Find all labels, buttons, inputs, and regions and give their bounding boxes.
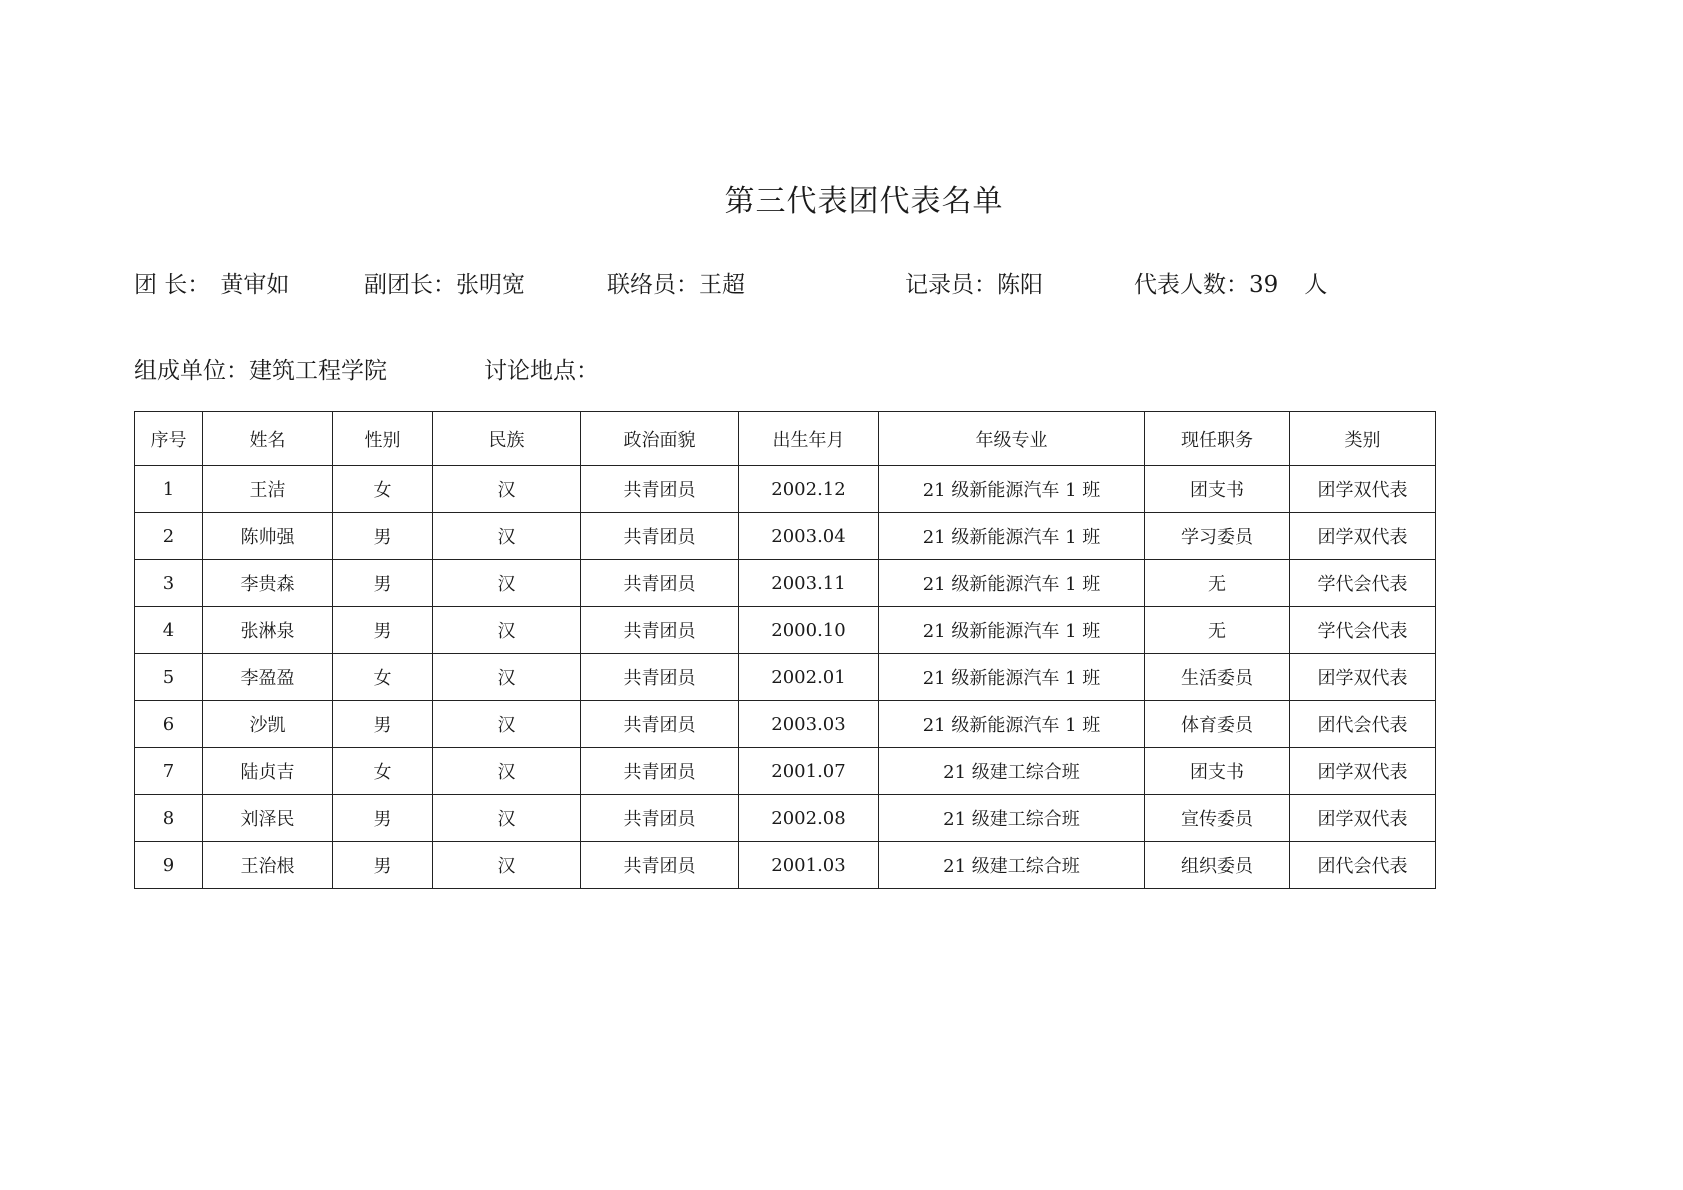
cell-ethnicity: 汉 [433, 842, 581, 889]
recorder-value: 陈阳 [997, 272, 1043, 298]
cell-class: 21 级新能源汽车 1 班 [879, 513, 1145, 560]
table-row [135, 795, 1436, 842]
cell-political-status: 共青团员 [581, 560, 739, 607]
cell-gender: 男 [333, 560, 433, 607]
col-header-political-status: 政治面貌 [581, 412, 739, 466]
cell-category: 团学双代表 [1290, 748, 1436, 795]
count-label: 代表人数： [1134, 272, 1249, 298]
place-label: 讨论地点： [484, 358, 599, 384]
table-header-row [135, 412, 1436, 466]
leader-label: 团 长： [134, 272, 211, 298]
cell-name: 李盈盈 [203, 654, 333, 701]
cell-gender: 男 [333, 842, 433, 889]
cell-political-status: 共青团员 [581, 842, 739, 889]
cell-position: 生活委员 [1145, 654, 1290, 701]
cell-class: 21 级新能源汽车 1 班 [879, 701, 1145, 748]
cell-position: 体育委员 [1145, 701, 1290, 748]
cell-position: 团支书 [1145, 748, 1290, 795]
cell-category: 学代会代表 [1290, 560, 1436, 607]
place-field [484, 352, 599, 385]
col-header-gender: 性别 [333, 412, 433, 466]
cell-birth-date: 2002.01 [739, 654, 879, 701]
cell-category: 学代会代表 [1290, 607, 1436, 654]
cell-name: 沙凯 [203, 701, 333, 748]
cell-index: 7 [135, 748, 203, 795]
count-field [1134, 266, 1327, 299]
cell-category: 团学双代表 [1290, 795, 1436, 842]
cell-ethnicity: 汉 [433, 701, 581, 748]
cell-position: 宣传委员 [1145, 795, 1290, 842]
cell-birth-date: 2002.12 [739, 466, 879, 513]
cell-political-status: 共青团员 [581, 795, 739, 842]
cell-political-status: 共青团员 [581, 701, 739, 748]
col-header-birth-date: 出生年月 [739, 412, 879, 466]
cell-index: 6 [135, 701, 203, 748]
cell-name: 陆贞吉 [203, 748, 333, 795]
count-unit: 人 [1304, 272, 1328, 298]
col-header-index: 序号 [135, 412, 203, 466]
cell-gender: 女 [333, 748, 433, 795]
cell-category: 团代会代表 [1290, 842, 1436, 889]
cell-birth-date: 2003.03 [739, 701, 879, 748]
cell-ethnicity: 汉 [433, 560, 581, 607]
cell-category: 团代会代表 [1290, 701, 1436, 748]
cell-class: 21 级新能源汽车 1 班 [879, 560, 1145, 607]
cell-index: 2 [135, 513, 203, 560]
cell-index: 3 [135, 560, 203, 607]
liaison-value: 王超 [699, 272, 745, 298]
col-header-position: 现任职务 [1145, 412, 1290, 466]
cell-birth-date: 2002.08 [739, 795, 879, 842]
cell-index: 8 [135, 795, 203, 842]
deputy-value: 张明宽 [456, 272, 525, 298]
table-row [135, 701, 1436, 748]
cell-name: 张淋泉 [203, 607, 333, 654]
recorder-label: 记录员： [905, 272, 997, 298]
cell-class: 21 级新能源汽车 1 班 [879, 607, 1145, 654]
cell-gender: 男 [333, 701, 433, 748]
table-row [135, 560, 1436, 607]
cell-position: 无 [1145, 560, 1290, 607]
unit-value: 建筑工程学院 [249, 358, 387, 384]
cell-class: 21 级新能源汽车 1 班 [879, 466, 1145, 513]
cell-class: 21 级建工综合班 [879, 842, 1145, 889]
cell-index: 5 [135, 654, 203, 701]
table-row [135, 466, 1436, 513]
count-value: 39 [1249, 272, 1279, 298]
cell-birth-date: 2001.03 [739, 842, 879, 889]
cell-index: 1 [135, 466, 203, 513]
cell-ethnicity: 汉 [433, 466, 581, 513]
cell-position: 无 [1145, 607, 1290, 654]
liaison-field [607, 266, 745, 299]
table-row [135, 607, 1436, 654]
cell-name: 李贵森 [203, 560, 333, 607]
cell-category: 团学双代表 [1290, 466, 1436, 513]
cell-category: 团学双代表 [1290, 654, 1436, 701]
cell-class: 21 级建工综合班 [879, 795, 1145, 842]
leader-field [134, 266, 289, 299]
deputy-field [364, 266, 525, 299]
cell-position: 团支书 [1145, 466, 1290, 513]
cell-class: 21 级建工综合班 [879, 748, 1145, 795]
cell-ethnicity: 汉 [433, 748, 581, 795]
table-row [135, 513, 1436, 560]
table-row [135, 748, 1436, 795]
deputy-label: 副团长： [364, 272, 456, 298]
cell-name: 陈帅强 [203, 513, 333, 560]
cell-gender: 女 [333, 654, 433, 701]
table-row [135, 842, 1436, 889]
cell-gender: 男 [333, 795, 433, 842]
cell-ethnicity: 汉 [433, 513, 581, 560]
cell-political-status: 共青团员 [581, 748, 739, 795]
cell-political-status: 共青团员 [581, 513, 739, 560]
cell-class: 21 级新能源汽车 1 班 [879, 654, 1145, 701]
cell-gender: 女 [333, 466, 433, 513]
roster-table [134, 411, 1436, 889]
cell-name: 王洁 [203, 466, 333, 513]
cell-index: 4 [135, 607, 203, 654]
cell-ethnicity: 汉 [433, 654, 581, 701]
cell-name: 刘泽民 [203, 795, 333, 842]
cell-index: 9 [135, 842, 203, 889]
cell-gender: 男 [333, 607, 433, 654]
liaison-label: 联络员： [607, 272, 699, 298]
col-header-name: 姓名 [203, 412, 333, 466]
cell-political-status: 共青团员 [581, 654, 739, 701]
recorder-field [905, 266, 1043, 299]
col-header-category: 类别 [1290, 412, 1436, 466]
unit-field [134, 352, 387, 385]
cell-name: 王治根 [203, 842, 333, 889]
col-header-ethnicity: 民族 [433, 412, 581, 466]
cell-birth-date: 2000.10 [739, 607, 879, 654]
cell-position: 学习委员 [1145, 513, 1290, 560]
col-header-class: 年级专业 [879, 412, 1145, 466]
cell-gender: 男 [333, 513, 433, 560]
unit-label: 组成单位： [134, 358, 249, 384]
cell-birth-date: 2001.07 [739, 748, 879, 795]
cell-political-status: 共青团员 [581, 466, 739, 513]
cell-birth-date: 2003.11 [739, 560, 879, 607]
table-row [135, 654, 1436, 701]
cell-position: 组织委员 [1145, 842, 1290, 889]
page-title: 第三代表团代表名单 [724, 184, 1004, 219]
cell-political-status: 共青团员 [581, 607, 739, 654]
cell-ethnicity: 汉 [433, 607, 581, 654]
cell-ethnicity: 汉 [433, 795, 581, 842]
leader-value: 黄审如 [220, 272, 290, 298]
cell-birth-date: 2003.04 [739, 513, 879, 560]
cell-category: 团学双代表 [1290, 513, 1436, 560]
